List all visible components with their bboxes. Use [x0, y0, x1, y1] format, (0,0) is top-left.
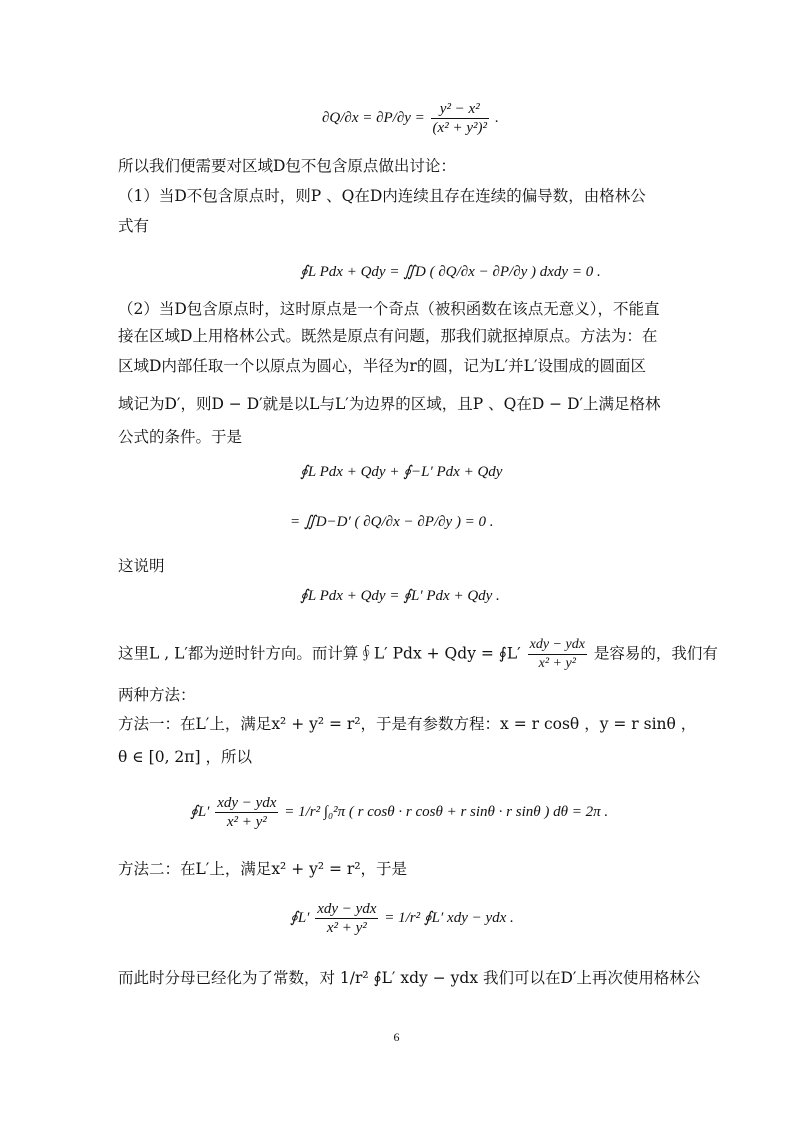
equation-method2 — [290, 900, 514, 937]
page-number: 6 — [393, 1030, 400, 1044]
fraction-denominator: x² + y² — [326, 920, 367, 936]
fraction — [315, 900, 378, 937]
text-segment: 是容易的，我们有 — [593, 644, 718, 663]
equation-method1 — [190, 794, 608, 831]
equation-double-integral: = ∬D−D′ ( ∂Q/∂x − ∂P/∂y ) = 0 . — [290, 514, 494, 530]
paragraph-case2-line5: 公式的条件。于是 — [118, 428, 243, 446]
equation-rhs: = 1/r² ∮L′ xdy − ydx . — [384, 909, 514, 926]
text-segment: 这里L , L′都为逆时针方向。而计算∮L′ Pdx + Qdy = ∮L′ — [118, 644, 521, 663]
fraction-numerator: xdy − ydx — [317, 901, 377, 917]
contour-integral: ∮L′ — [290, 909, 310, 926]
fraction-denominator: x² + y² — [226, 814, 267, 830]
paragraph-denominator-constant: 而此时分母已经化为了常数，对 1/r² ∮L′ xdy − ydx 我们可以在D′上再次使用格林公 — [118, 969, 701, 987]
paragraph-counterclockwise — [118, 636, 718, 673]
equation-period: . — [494, 109, 499, 126]
paragraph-case2-line2: 接在区域D上用格林公式。既然是原点有问题，那我们就抠掉原点。方法为：在 — [118, 327, 658, 345]
contour-integral: ∮L′ — [190, 803, 210, 820]
fraction-numerator: y² − x² — [431, 100, 489, 119]
paragraph-method1-line1: 方法一：在L′上，满足x² + y² = r²，于是有参数方程：x = r cosθ ，y = r sinθ ， — [118, 715, 697, 733]
paragraph-this-shows: 这说明 — [118, 557, 165, 575]
paragraph-method1-line2: θ ∈ [0, 2π] ，所以 — [118, 748, 252, 766]
paragraph-case2-line3: 区域D内部任取一个以原点为圆心，半径为r的圆，记为L′并L′设围成的圆面区 — [118, 357, 646, 375]
fraction — [215, 794, 278, 831]
paragraph-case2-line4: 域记为D′，则D − D′就是以L与L′为边界的区域，且P 、Q在D − D′上满足格林 — [118, 395, 661, 413]
equation-equal-integrals: ∮L Pdx + Qdy = ∮L′ Pdx + Qdy . — [300, 588, 500, 604]
fraction-numerator: xdy − ydx — [217, 795, 277, 811]
equation-sum-integrals: ∮L Pdx + Qdy + ∮−L′ Pdx + Qdy — [300, 464, 503, 480]
fraction — [431, 100, 489, 137]
fraction-denominator: x² + y² — [538, 656, 576, 671]
equation-green-formula: ∮L Pdx + Qdy = ∬D ( ∂Q/∂x − ∂P/∂y ) dxdy = 0 . — [300, 264, 601, 280]
paragraph-case1-line2: 式有 — [118, 217, 150, 235]
equation-lhs: ∂Q/∂x = ∂P/∂y = — [322, 109, 425, 126]
fraction — [528, 636, 587, 673]
equation-rhs: = 1/r² ∫₀²π ( r cosθ · r cosθ + r sinθ · r sinθ ) dθ = 2π . — [284, 803, 609, 820]
paragraph-case2-line1: （2）当D包含原点时，这时原点是一个奇点（被积函数在该点无意义），不能直 — [118, 300, 660, 318]
paragraph-method2: 方法二：在L′上，满足x² + y² = r²，于是 — [118, 860, 408, 878]
fraction-numerator: xdy − ydx — [528, 636, 587, 655]
equation-partial-derivatives — [322, 100, 498, 137]
fraction-denominator: (x² + y²)² — [432, 120, 487, 136]
paragraph-discussion: 所以我们便需要对区域D包不包含原点做出讨论： — [118, 157, 456, 175]
paragraph-two-methods: 两种方法： — [118, 686, 196, 704]
paragraph-case1-line1: （1）当D不包含原点时，则P 、Q在D内连续且存在连续的偏导数，由格林公 — [118, 187, 646, 205]
